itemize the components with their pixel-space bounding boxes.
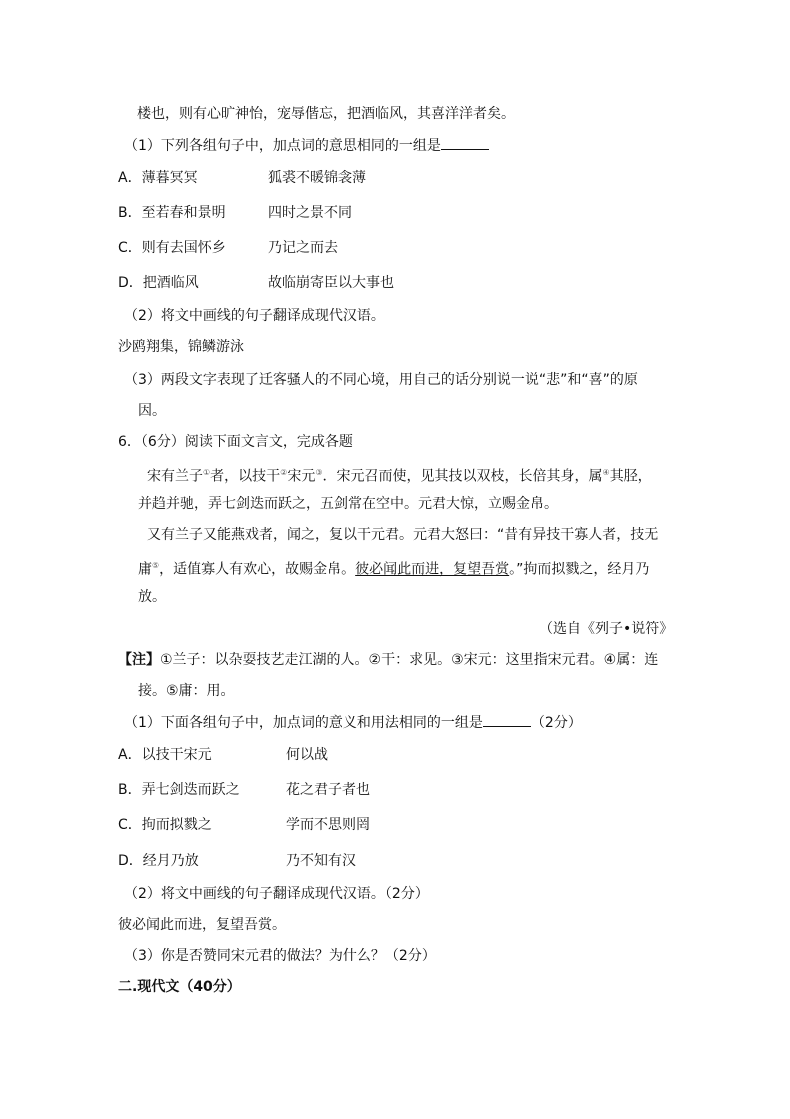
source-citation: （选自《列子•说符》 <box>539 621 674 637</box>
translate-sentence: 沙鸥翔集，锦鳞游泳 <box>118 339 244 355</box>
question-prompt: （1）下面各组句子中，加点词的意义和用法相同的一组是 <box>124 715 483 731</box>
footnote-ref: ② <box>280 468 288 477</box>
option-pair: 四时之景不同 <box>268 205 352 221</box>
question-score: （2分） <box>530 715 582 731</box>
option-label: B．至若春和景明 <box>118 205 226 221</box>
option-label: B．弄七剑迭而跃之 <box>118 782 240 798</box>
question-5-2: （2）将文中画线的句子翻译成现代汉语。 <box>124 308 385 324</box>
underlined-sentence: 彼必闻此而进，复望吾赏 <box>355 561 510 578</box>
option-pair: 学而不思则罔 <box>286 817 370 833</box>
answer-blank[interactable] <box>483 712 531 727</box>
passage-p1-line1 <box>147 463 652 487</box>
option-label: C．拘而拟戮之 <box>118 817 212 833</box>
option-pair: 故临崩寄臣以大事也 <box>268 275 394 291</box>
text: 者，以技干 <box>210 468 281 485</box>
text: 宋有兰子 <box>147 468 203 485</box>
question-5-3: （3）两段文字表现了迁客骚人的不同心境，用自己的话分别说一说“悲”和“喜”的原 <box>124 372 638 388</box>
passage-p1-line2: 并趋并驰，弄七剑迭而跃之，五剑常在空中。元君大惊，立赐金帛。 <box>138 496 558 512</box>
question-6-3: （3）你是否赞同宋元君的做法？为什么？（2分） <box>124 948 436 964</box>
question-6-2: （2）将文中画线的句子翻译成现代汉语。（2分） <box>124 886 429 902</box>
passage-p2-line1: 又有兰子又能燕戏者，闻之，复以干元君。元君大怒曰：“昔有异技干寡人者，技无 <box>147 527 659 543</box>
footnote-ref: ③ <box>315 468 323 477</box>
option-label: C．则有去国怀乡 <box>118 240 226 256</box>
footnote-ref: ⑤ <box>152 561 160 570</box>
option-pair: 乃不知有汉 <box>286 853 356 869</box>
passage-p2-line3: 放。 <box>138 589 166 605</box>
footnote-ref: ① <box>203 468 211 477</box>
option-label: A．以技干宋元 <box>118 747 212 763</box>
question-5-1 <box>124 135 489 156</box>
footnote-ref: ④ <box>602 468 610 477</box>
option-pair: 花之君子者也 <box>286 782 370 798</box>
text: 宋元 <box>287 468 316 485</box>
option-label: D．经月乃放 <box>118 853 199 869</box>
question-prompt: （1）下列各组句子中，加点词的意思相同的一组是 <box>124 138 441 154</box>
note-line1 <box>118 650 658 670</box>
text: 其胫， <box>609 468 652 485</box>
question-5-3-cont: 因。 <box>138 403 166 419</box>
note-tag: 【注】 <box>118 652 160 668</box>
text: 庸 <box>138 561 152 578</box>
note-text: ①兰子：以杂耍技艺走江湖的人。②干：求见。③宋元：这里指宋元君。④属：连 <box>160 652 659 668</box>
question-6-1 <box>124 712 582 733</box>
option-label: D．把酒临风 <box>118 275 199 291</box>
option-pair: 乃记之而去 <box>268 240 338 256</box>
question-6-heading: 6．（6分）阅读下面文言文，完成各题 <box>118 434 353 450</box>
option-pair: 何以战 <box>286 747 328 763</box>
passage-line: 楼也，则有心旷神怡，宠辱偕忘，把酒临风，其喜洋洋者矣。 <box>137 106 515 122</box>
section-heading: 二.现代文（40分） <box>118 979 241 995</box>
text: 。”拘而拟戮之，经月乃 <box>509 561 650 578</box>
option-pair: 狐裘不暖锦衾薄 <box>268 170 366 186</box>
translate-sentence: 彼必闻此而进，复望吾赏。 <box>118 917 286 933</box>
note-line2: 接。⑤庸：用。 <box>138 683 235 699</box>
answer-blank[interactable] <box>441 135 489 150</box>
option-label: A．薄暮冥冥 <box>118 170 198 186</box>
text: ，适值寡人有欢心，故赐金帛。 <box>159 561 356 578</box>
passage-p2-line2 <box>138 556 649 580</box>
text: ．宋元召而使，见其技以双枝，长倍其身，属 <box>322 468 603 485</box>
